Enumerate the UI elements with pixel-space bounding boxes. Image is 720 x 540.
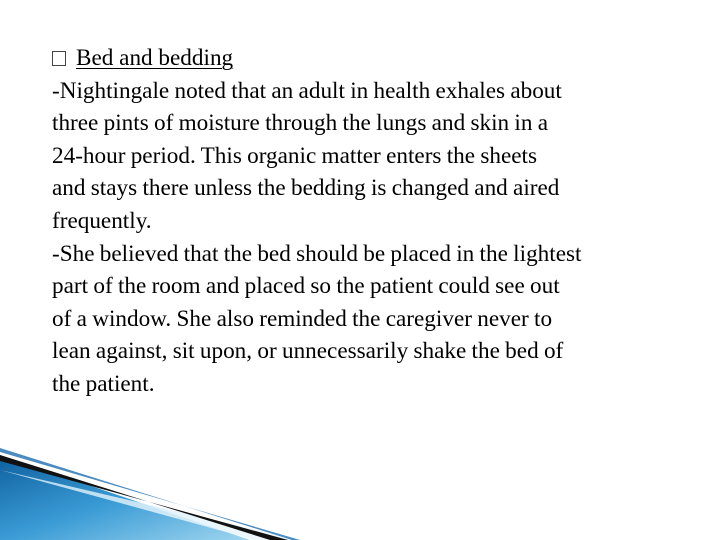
paragraph-line: of a window. She also reminded the caregiver never to [52, 305, 553, 332]
slide-content [52, 42, 692, 401]
paragraph-bed-placement [52, 238, 697, 401]
paragraph-line: 24-hour period. This organic matter enters the sheets [52, 142, 538, 169]
paragraph-line: -She believed that the bed should be placed in the lightest [52, 240, 582, 267]
heading-row [52, 42, 692, 75]
paragraph-moisture [52, 75, 697, 238]
slide-heading: Bed and bedding [76, 45, 234, 71]
paragraph-line: the patient. [52, 370, 155, 397]
paragraph-line: lean against, sit upon, or unnecessarily shake the bed of [52, 338, 564, 365]
paragraph-line: and stays there unless the bedding is changed and aired [52, 175, 560, 202]
paragraph-line: -Nightingale noted that an adult in health exhales about [52, 77, 562, 104]
paragraph-line: frequently. [52, 207, 152, 234]
missing-glyph-bullet-icon [52, 51, 66, 66]
paragraph-line: part of the room and placed so the patient could see out [52, 273, 560, 300]
paragraph-line: three pints of moisture through the lungs and skin in a [52, 110, 549, 137]
